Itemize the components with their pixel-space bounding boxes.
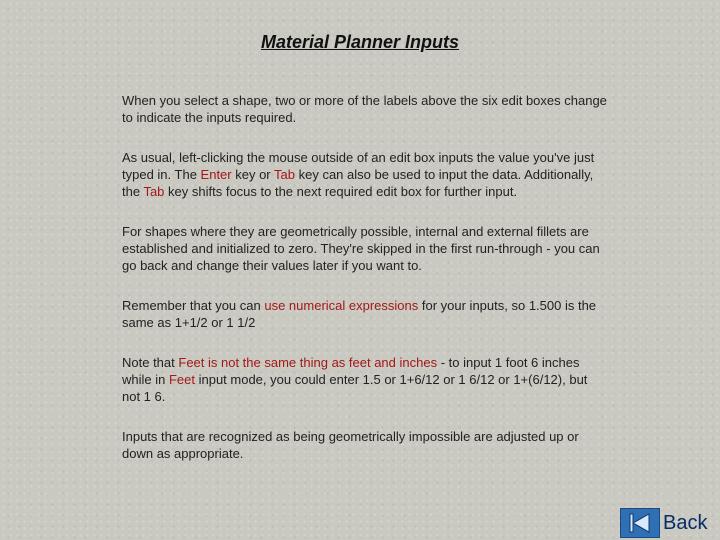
paragraph-text: key or [231, 167, 275, 182]
paragraph [122, 297, 608, 331]
paragraph [122, 92, 608, 126]
paragraph-text: for your inputs, so 1.500 is the same as 1+1/2 or 1 1/2 [122, 298, 597, 330]
content-body [122, 92, 608, 485]
paragraph-text: When you select a shape, two or more of the labels above the six edit boxes change to indicate the inputs required. [122, 93, 607, 125]
highlighted-text: Feet is not the same thing as feet and inches [178, 355, 438, 370]
paragraph [122, 354, 608, 405]
highlighted-text: Feet [168, 372, 195, 387]
highlighted-text: Tab [143, 184, 165, 199]
paragraph [122, 149, 608, 200]
paragraph [122, 223, 608, 274]
paragraph-text: For shapes where they are geometrically possible, internal and external fillets are established and initialized to zero. They're skipped in the first run-through - you can go back and change their values later if you want to. [122, 224, 600, 273]
page-title: Material Planner Inputs [260, 32, 460, 52]
paragraph-text: key shifts focus to the next required edit box for further input. [164, 184, 518, 199]
back-arrow-icon[interactable] [620, 508, 660, 538]
paragraph-text: Inputs that are recognized as being geometrically impossible are adjusted up or down as appropriate. [122, 429, 579, 461]
paragraph [122, 428, 608, 462]
back-label[interactable]: Back [663, 512, 708, 534]
paragraph-text: key can also be used to input the data. Additionally, the [122, 167, 594, 199]
paragraph-text: As usual, left-clicking the mouse outside of an edit box inputs the value you've just typed in. The [122, 150, 595, 182]
back-button[interactable] [620, 508, 707, 538]
paragraph-text: Note that [122, 355, 179, 370]
paragraph-text: - to input 1 foot 6 inches while in [122, 355, 580, 387]
highlighted-text: Tab [274, 167, 295, 182]
highlighted-text: Enter [200, 167, 232, 182]
paragraph-text: input mode, you could enter 1.5 or 1+6/12 or 1 6/12 or 1+(6/12), but not 1 6. [122, 372, 588, 404]
highlighted-text: use numerical expressions [264, 298, 419, 313]
paragraph-text: Remember that you can [122, 298, 265, 313]
